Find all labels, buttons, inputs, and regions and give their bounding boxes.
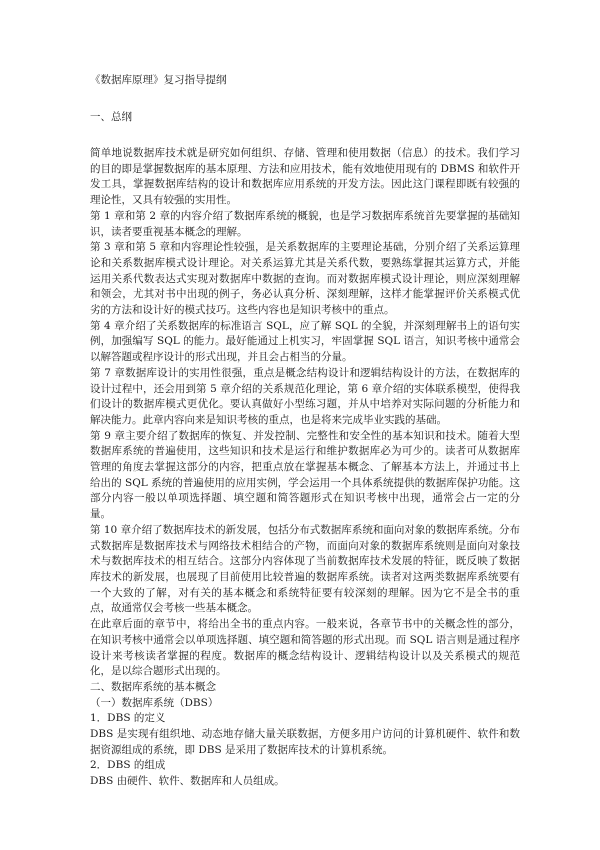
document-title: 《数据库原理》复习指导提纲 bbox=[90, 74, 227, 86]
paragraph-dbs-definition: DBS 是实现有组织地、动态地存储大量关联数据，方便多用户访问的计算机硬件、软件和数据资源组成的系统，即 DBS 是采用了数据库技术的计算机系统。 bbox=[90, 728, 520, 756]
section-heading-basic-concepts: 二、数据库系统的基本概念 bbox=[90, 680, 216, 693]
paragraph-chapters-1-2: 第 1 章和第 2 章的内容介绍了数据库系统的概貌，也是学习数据库系统首先要掌握的基础知识，读者要重视基本概念的理解。 bbox=[90, 209, 520, 238]
paragraph-chapter-7: 第 7 章数据库设计的实用性很强，重点是概念结构设计和逻辑结构设计的方法，在数据库的设计过程中，还会用到第 5 章介绍的关系规范化理论，第 6 章介绍的实体联系模型，使得我们设计的数据库模式更优化。要认真做好小型练习题，并从中培养对实际问题的分析能力和解决能力。此章内容向来是知识考核的重点，也是将来完成毕业实践的基础。 bbox=[90, 366, 520, 426]
paragraph-chapter-9: 第 9 章主要介绍了数据库的恢复、并发控制、完整性和安全性的基本知识和技术。随着大型数据库系统的普遍使用，这些知识和技术是运行和维护数据库必为可少的。读者可从数据库管理的角度去掌握这部分的内容，把重点放在掌握基本概念、了解基本方法上，并通过书上给出的 SQL 系统的普遍使用的应用实例，学会运用一个具体系统提供的数据库保护功能。这部分内容一般以单项选择题、填空题和简答题形式在知识考核中出现，通常会占一定的分量。 bbox=[90, 429, 520, 521]
document-body bbox=[90, 146, 520, 790]
paragraph-dbs-composition: DBS 由硬件、软件、数据库和人员组成。 bbox=[90, 775, 285, 788]
item-heading-dbs-composition: 2．DBS 的组成 bbox=[90, 759, 166, 772]
paragraph-chapter-10: 第 10 章介绍了数据库技术的新发展，包括分布式数据库系统和面向对象的数据库系统。分布式数据库是数据库技术与网络技术相结合的产物，而面向对象的数据库系统则是面向对象技术与数据库技术的相互结合。这部分内容体现了当前数据库技术发展的特征，既反映了数据库技术的新发展，也展现了目前使用比较普遍的数据库系统。读者对这两类数据库系统要有一个大致的了解，对有关的基本概念和系统特征要有较深刻的理解。因为它不是全书的重点，故通常仅会考核一些基本概念。 bbox=[90, 523, 520, 615]
section-heading-overview: 一、总纲 bbox=[90, 111, 132, 123]
item-heading-dbs-definition: 1．DBS 的定义 bbox=[90, 712, 166, 725]
paragraph-intro: 简单地说数据库技术就是研究如何组织、存储、管理和使用数据（信息）的技术。我们学习的目的即是掌握数据库的基本原理、方法和应用技术，能有效地使用现有的 DBMS 和软件开发工具，掌握数据库结构的设计和数据库应用系统的开发方法。因此这门课程即既有较强的理论性，又具有较强的实用性。 bbox=[90, 147, 520, 207]
subsection-heading-dbs: （一）数据库系统（DBS） bbox=[90, 696, 219, 709]
paragraph-chapter-4: 第 4 章介绍了关系数据库的标准语言 SQL，应了解 SQL 的全貌，并深刻理解书上的语句实例，加强编写 SQL 的能力。最好能通过上机实习，牢固掌握 SQL 语言，知识考核中通常会以解答题或程序设计的形式出现，并且会占相当的分量。 bbox=[90, 319, 520, 364]
paragraph-key-content: 在此章后面的章节中，将给出全书的重点内容。一般来说，各章节书中的关概念性的部分，在知识考核中通常会以单项选择题、填空题和简答题的形式出现。而 SQL 语言则是通过程序设计来考核读者掌握的程度。数据库的概念结构设计、逻辑结构设计以及关系模式的规范化，是以综合题形式出现的。 bbox=[90, 618, 520, 678]
paragraph-chapters-3-5: 第 3 章和第 5 章和内容理论性较强，是关系数据库的主要理论基础，分别介绍了关系运算理论和关系数据库模式设计理论。对关系运算尤其是关系代数，要熟练掌握其运算方式，并能运用关系代数表达式实现对数据库中数据的查询。而对数据库模式设计理论，则应深刻理解和领会，尤其对书中出现的例子，务必认真分析、深刻理解，这样才能掌握评价关系模式优劣的方法和设计好的模式技巧。这些内容也是知识考核中的重点。 bbox=[90, 241, 520, 317]
